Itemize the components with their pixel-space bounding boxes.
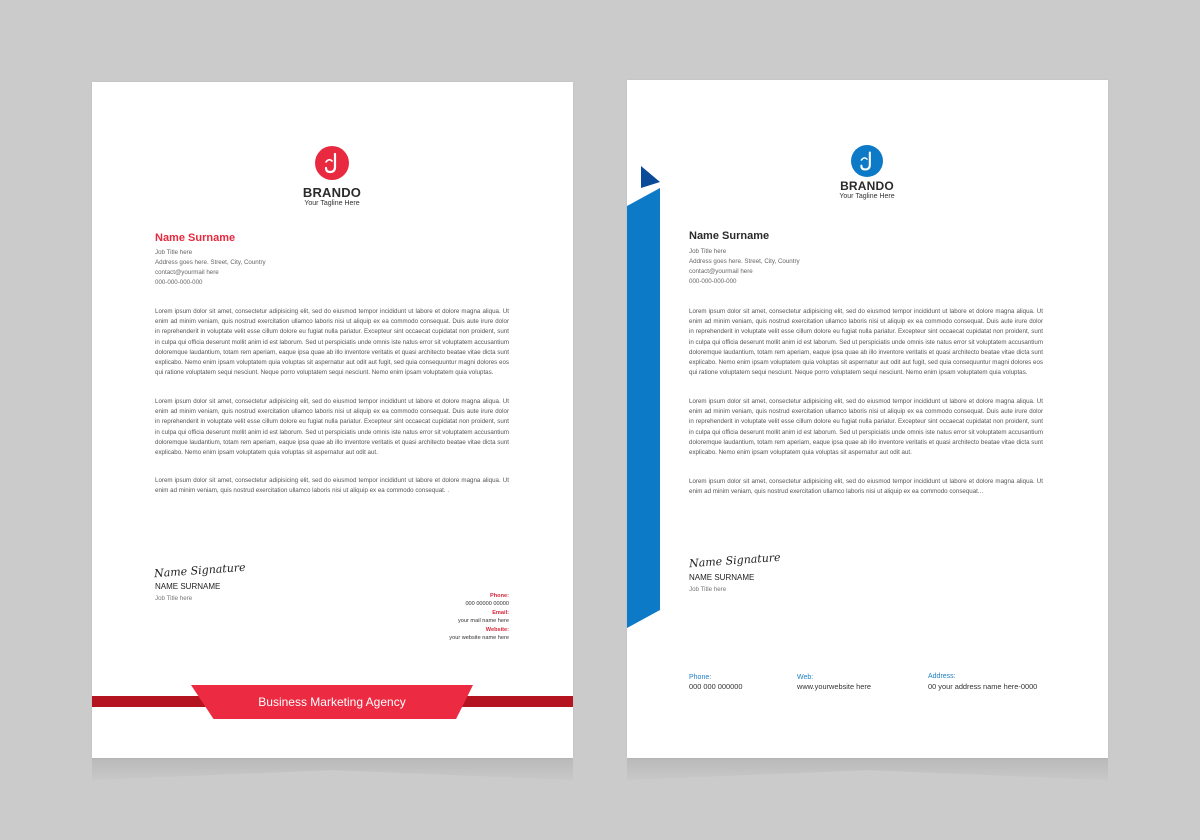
website-label: Website:: [485, 627, 509, 634]
email-label: Email:: [492, 610, 509, 617]
brand-tagline: Your Tagline Here: [304, 200, 360, 207]
email-value: your mail name here: [458, 617, 509, 624]
sender-job-title: Job Title here: [155, 249, 193, 256]
signature-job-title: Job Title here: [155, 595, 193, 602]
body-paragraph: Lorem ipsum dolor sit amet, consectetur adipisicing elit, sed do eiusmod tempor incididunt ut labore et dolore magna aliqua. Ut enim ad minim veniam, quis nostrud exercitation ullamco laboris nisi ut aliquip ex ea commodo consequat. .: [155, 477, 509, 495]
contact-block: [449, 593, 509, 643]
sender-name: Name Surname: [155, 232, 236, 244]
signature-name: NAME SURNAME: [155, 582, 221, 591]
body-paragraph: Lorem ipsum dolor sit amet, consectetur adipisicing elit, sed do eiusmod tempor incididunt ut labore et dolore magna aliqua. Ut enim ad minim veniam, quis nostrud exercitation ullamco laboris nisi ut aliquip ex ea commodo consequat. Duis aute irure dolor in reprehenderit in voluptate velit esse cillum dolore eu fugiat nulla pariatur. Excepteur sint occaecat cupidatat non proident, sunt in culpa qui officia deserunt mollit anim id est laborum. Sed ut perspiciatis unde omnis iste natus error sit voluptatem accusantium doloremque laudantium, totam rem aperiam, eaque ipsa quae ab illo inventore veritatis et quasi architecto beatae vitae dicta sunt explicabo. Nemo enim ipsam voluptatem quia voluptas sit aspernatur aut odit aut fugit, sed quia consequuntur magni dolores eos qui ratione voluptatem sequi nesciunt. Neque porro voluptatem sequi nesciunt. Nemo enim ipsam voluptatem quia voluptas.: [155, 308, 509, 377]
phone-value: 000 000 000000: [689, 682, 743, 691]
phone-label: Phone:: [689, 674, 712, 681]
side-accent-dark: [641, 166, 660, 188]
brand-name: BRANDO: [840, 179, 894, 193]
brand-tagline: Your Tagline Here: [839, 193, 895, 200]
hook-logo-icon: [315, 146, 349, 180]
hook-logo-icon: [851, 145, 883, 177]
phone-label: Phone:: [490, 593, 509, 599]
sender-address: Address goes here. Street, City, Country: [155, 259, 266, 266]
signature-job-title: Job Title here: [689, 586, 727, 593]
address-value: 00 your address name here-0000: [928, 682, 1038, 691]
web-value: www.yourwebsite here: [797, 682, 871, 691]
agency-name: Business Marketing Agency: [258, 695, 406, 709]
signature: Name Signature: [688, 550, 781, 571]
sender-phone: 000-000-000-000: [155, 279, 203, 286]
signature-name: NAME SURNAME: [689, 573, 755, 582]
sender-address: Address goes here. Street, City, Country: [689, 258, 800, 265]
side-accent: [627, 188, 660, 628]
brand-name: BRANDO: [302, 185, 362, 200]
phone-value: 000 00000 00000: [465, 600, 509, 607]
address-label: Address:: [928, 673, 956, 680]
sender-phone: 000-000-000-000: [689, 278, 737, 285]
body-paragraph: Lorem ipsum dolor sit amet, consectetur adipisicing elit, sed do eiusmod tempor incididunt ut labore et dolore magna aliqua. Ut enim ad minim veniam, quis nostrud exercitation ullamco laboris nisi ut aliquip ex ea commodo consequat...: [689, 478, 1043, 496]
letterhead-blue: [627, 80, 1108, 758]
web-label: Web:: [797, 674, 814, 681]
page-shadow: [627, 758, 1108, 780]
letterhead-red: [92, 82, 573, 758]
signature: Name Signature: [153, 560, 246, 581]
sender-email: contact@yourmail here: [689, 268, 753, 275]
body-paragraph: Lorem ipsum dolor sit amet, consectetur adipisicing elit, sed do eiusmod tempor incididunt ut labore et dolore magna aliqua. Ut enim ad minim veniam, quis nostrud exercitation ullamco laboris nisi ut aliquip ex ea commodo consequat. Duis aute irure dolor in reprehenderit in voluptate velit esse cillum dolore eu fugiat nulla pariatur. Excepteur sint occaecat cupidatat non proident, sunt in culpa qui officia deserunt mollit anim id est laborum. Sed ut perspiciatis unde omnis iste natus error sit voluptatem accusantium doloremque laudantium, totam rem aperiam, eaque ipsa quae ab illo inventore veritatis et quasi architecto beatae vitae dicta sunt explicabo. Nemo enim ipsam voluptatem quia voluptas sit aspernatur aut odit aut fugit, sed quia consequuntur magni dolores eos qui ratione voluptatem sequi nesciunt. Neque porro voluptatem sequi nesciunt. Nemo enim ipsam voluptatem quia voluptas.: [689, 308, 1043, 377]
page-shadow: [92, 758, 573, 780]
body-paragraph: Lorem ipsum dolor sit amet, consectetur adipisicing elit, sed do eiusmod tempor incididunt ut labore et dolore magna aliqua. Ut enim ad minim veniam, quis nostrud exercitation ullamco laboris nisi ut aliquip ex ea commodo consequat. Duis aute irure dolor in reprehenderit in voluptate velit esse cillum dolore eu fugiat nulla pariatur. Excepteur sint occaecat cupidatat non proident, sunt in culpa qui officia deserunt mollit anim id est laborum. Sed ut perspiciatis unde omnis iste natus error sit voluptatem accusantium doloremque laudantium, totam rem aperiam, eaque ipsa quae ab illo inventore veritatis et quasi architecto beatae vitae dicta sunt explicabo. Nemo enim ipsam voluptatem quia voluptas sit aspernatur aut odit aut.: [689, 398, 1043, 457]
body-paragraph: Lorem ipsum dolor sit amet, consectetur adipisicing elit, sed do eiusmod tempor incididunt ut labore et dolore magna aliqua. Ut enim ad minim veniam, quis nostrud exercitation ullamco laboris nisi ut aliquip ex ea commodo consequat. Duis aute irure dolor in reprehenderit in voluptate velit esse cillum dolore eu fugiat nulla pariatur. Excepteur sint occaecat cupidatat non proident, sunt in culpa qui officia deserunt mollit anim id est laborum. Sed ut perspiciatis unde omnis iste natus error sit voluptatem accusantium doloremque laudantium, totam rem aperiam, eaque ipsa quae ab illo inventore veritatis et quasi architecto beatae vitae dicta sunt explicabo. Nemo enim ipsam voluptatem quia voluptas sit aspernatur aut odit aut.: [155, 398, 509, 457]
sender-name: Name Surname: [689, 230, 770, 242]
sender-email: contact@yourmail here: [155, 269, 219, 276]
website-value: your website name here: [449, 634, 509, 641]
sender-job-title: Job Title here: [689, 248, 727, 255]
